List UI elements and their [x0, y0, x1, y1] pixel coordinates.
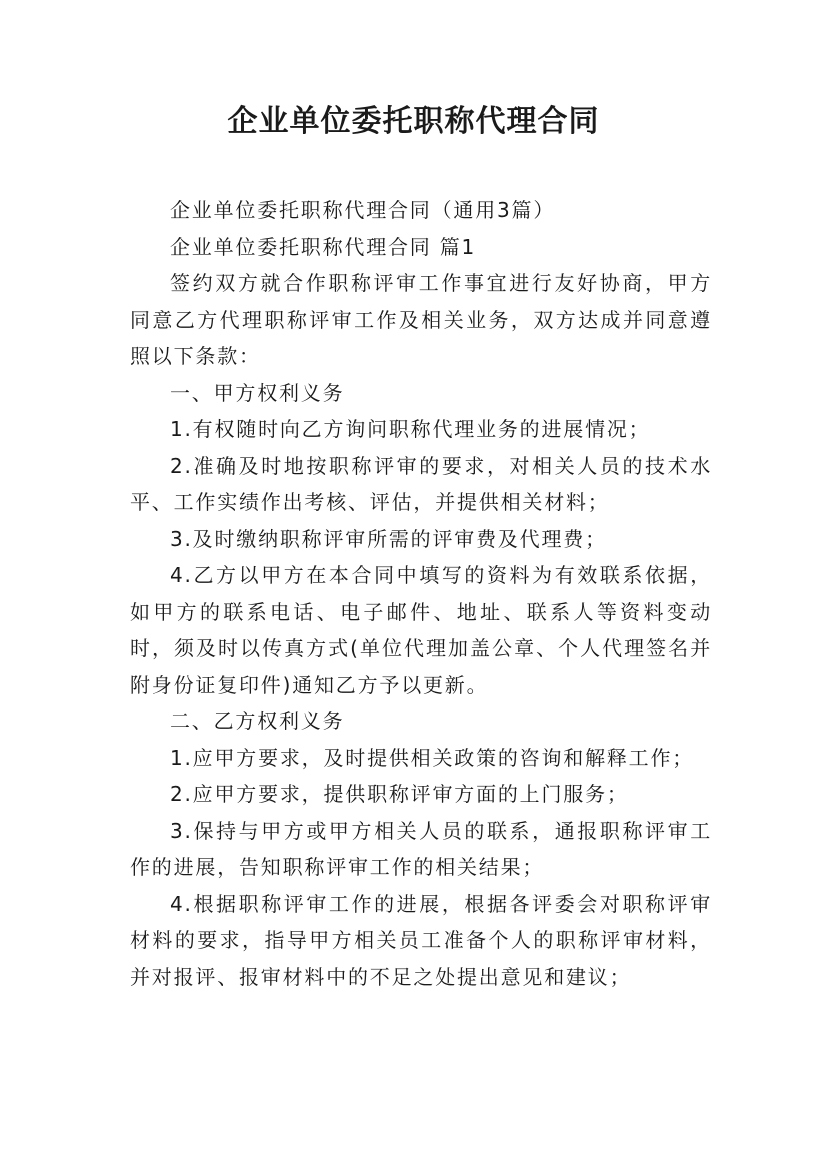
- paragraph: 1.有权随时向乙方询问职称代理业务的进展情况；: [170, 417, 651, 441]
- paragraph: 一、甲方权利义务: [170, 380, 345, 405]
- paragraph: 1.应甲方要求，及时提供相关政策的咨询和解释工作；: [170, 745, 695, 770]
- paragraph: 3.及时缴纳职称评审所需的评审费及代理费；: [170, 526, 607, 551]
- paragraph: 3.保持与甲方或甲方相关人员的联系，通报职称评审工作的进展，告知职称评审工作的相关结果；: [130, 818, 712, 879]
- document-title: 企业单位委托职称代理合同: [227, 104, 600, 139]
- document-body: [130, 192, 712, 995]
- paragraph: 企业单位委托职称代理合同（通用3篇）: [170, 198, 556, 222]
- paragraph: 签约双方就合作职称评审工作事宜进行友好协商，甲方同意乙方代理职称评审工作及相关业务，双方达成并同意遵照以下条款：: [130, 271, 712, 368]
- paragraph: 二、乙方权利义务: [170, 709, 345, 733]
- paragraph: 2.应甲方要求，提供职称评审方面的上门服务；: [170, 782, 629, 806]
- paragraph: 4.根据职称评审工作的进展，根据各评委会对职称评审材料的要求，指导甲方相关员工准备个人的职称评审材料，并对报评、报审材料中的不足之处提出意见和建议；: [130, 891, 712, 989]
- paragraph: 4.乙方以甲方在本合同中填写的资料为有效联系依据，如甲方的联系电话、电子邮件、地址、联系人等资料变动时，须及时以传真方式(单位代理加盖公章、个人代理签名并附身份证复印件)通知乙方予以更新。: [130, 563, 712, 697]
- paragraph: 企业单位委托职称代理合同 篇1: [170, 234, 477, 259]
- paragraph: 2.准确及时地按职称评审的要求，对相关人员的技术水平、工作实绩作出考核、评估，并提供相关材料；: [130, 453, 712, 514]
